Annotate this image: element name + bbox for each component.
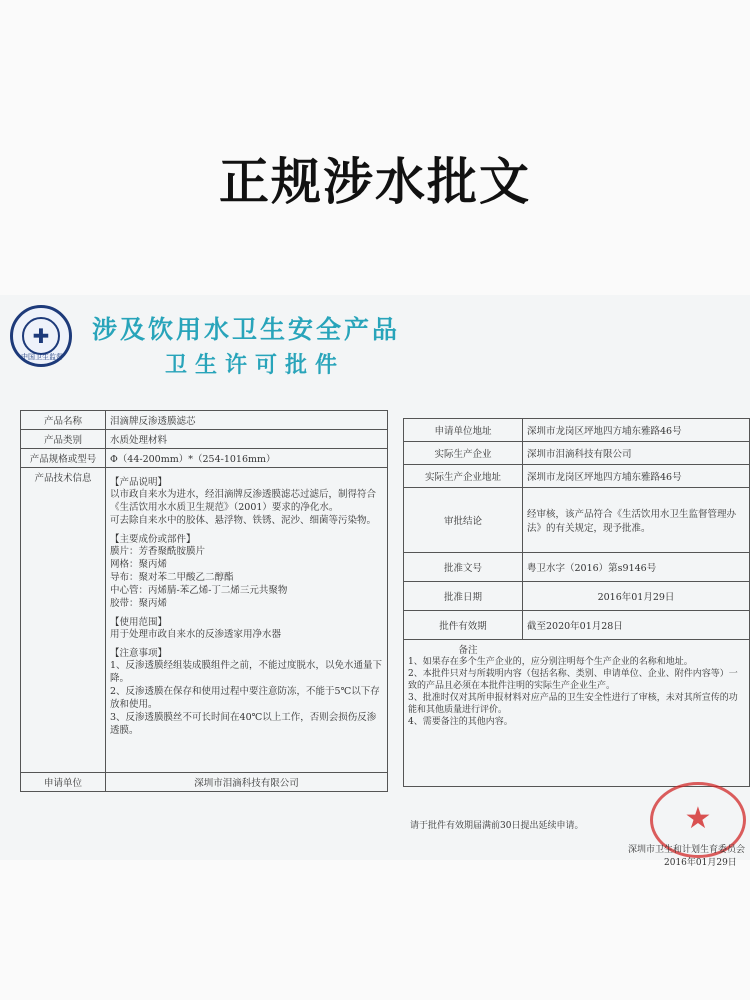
table-row xyxy=(21,430,388,449)
row-label: 实际生产企业地址 xyxy=(404,465,523,488)
row-value: Φ（44-200mm）*（254-1016mm） xyxy=(106,449,388,468)
desc-line: 2、反渗透膜在保存和使用过程中要注意防冻，不能于5℃以下存放和使用。 xyxy=(110,686,380,710)
table-row xyxy=(404,465,750,488)
row-label: 批件有效期 xyxy=(404,611,523,640)
remark-item: 3、批准时仅对其所申报材料对应产品的卫生安全性进行了审核，未对其所宣传的功能和其他质量进行评价。 xyxy=(408,693,738,715)
row-label: 批准日期 xyxy=(404,582,523,611)
remark-item: 1、如果存在多个生产企业的，应分别注明每个生产企业的名称和地址。 xyxy=(408,657,693,667)
health-seal xyxy=(10,305,72,367)
section-heading: 【注意事项】 xyxy=(110,648,168,659)
desc-line: 3、反渗透膜膜丝不可长时间在40℃以上工作，否则会损伤反渗透膜。 xyxy=(110,712,377,736)
table-row xyxy=(21,449,388,468)
table-row xyxy=(404,419,750,442)
desc-line: 胶带：聚丙烯 xyxy=(110,598,168,609)
page-headline: 正规涉水批文 xyxy=(219,153,531,211)
desc-line: 以市政自来水为进水，经泪滴牌反渗透膜滤芯过滤后，制得符合《生活饮用水水质卫生规范》（2001）要求的净化水。 xyxy=(110,489,377,513)
certificate-title: 涉及饮用水卫生安全产品 xyxy=(92,315,401,344)
desc-line: 导布：聚对苯二甲酸乙二醇酯 xyxy=(110,572,234,583)
row-label: 产品名称 xyxy=(21,411,106,430)
row-value: 2016年01月29日 xyxy=(523,582,750,611)
table-row xyxy=(404,611,750,640)
issue-date: 2016年01月29日 xyxy=(664,858,737,868)
health-emblem-icon: ✚ xyxy=(22,317,60,355)
table-row xyxy=(404,553,750,582)
row-label: 产品规格或型号 xyxy=(21,449,106,468)
seal-bottom-text: 中国卫生监督 xyxy=(21,353,63,361)
desc-line: 1、反渗透膜经组装成膜组件之前，不能过度脱水，以免水通量下降。 xyxy=(110,660,383,684)
row-value: 粤卫水字（2016）第s9146号 xyxy=(523,553,750,582)
row-value: 深圳市龙岗区坪地四方埔东雅路46号 xyxy=(523,419,750,442)
star-icon: ★ xyxy=(684,801,712,836)
row-label: 批准文号 xyxy=(404,553,523,582)
row-value: 截至2020年01月28日 xyxy=(523,611,750,640)
table-row xyxy=(21,773,388,792)
desc-line: 膜片：芳香聚酰胺膜片 xyxy=(110,546,206,557)
remarks-label: 备注 xyxy=(458,645,478,656)
desc-line: 用于处理市政自来水的反渗透家用净水器 xyxy=(110,629,282,640)
remarks-cell xyxy=(404,640,750,787)
row-label: 申请单位 xyxy=(21,773,106,792)
table-row xyxy=(21,468,388,773)
row-label: 产品类别 xyxy=(21,430,106,449)
issuing-authority: 深圳市卫生和计划生育委员会 xyxy=(628,845,746,855)
row-label: 申请单位地址 xyxy=(404,419,523,442)
section-heading: 【主要成份或部件】 xyxy=(110,534,196,545)
table-row xyxy=(404,442,750,465)
section-heading: 【产品说明】 xyxy=(110,477,168,488)
table-row xyxy=(404,488,750,553)
remark-item: 4、需要备注的其他内容。 xyxy=(408,717,513,727)
row-label: 产品技术信息 xyxy=(21,468,106,773)
row-label: 审批结论 xyxy=(404,488,523,553)
section-heading: 【使用范围】 xyxy=(110,617,168,628)
tech-info-cell xyxy=(106,468,388,773)
renewal-note: 请于批件有效期届满前30日提出延续申请。 xyxy=(410,821,584,831)
row-value: 经审核，该产品符合《生活饮用水卫生监督管理办法》的有关规定，现予批准。 xyxy=(523,488,750,553)
row-value: 深圳市泪滴科技有限公司 xyxy=(106,773,388,792)
row-value: 泪滴牌反渗透膜滤芯 xyxy=(106,411,388,430)
remark-item: 2、本批件只对与所载明内容（包括名称、类别、申请单位、企业、附件内容等）一致的产品且必须在本批件注明的实际生产企业生产。 xyxy=(408,669,738,691)
product-info-table xyxy=(20,410,388,792)
table-row xyxy=(404,640,750,787)
desc-line: 网格：聚丙烯 xyxy=(110,559,168,570)
table-row xyxy=(404,582,750,611)
approval-table xyxy=(403,418,750,787)
desc-line: 可去除自来水中的胶体、悬浮物、铁锈、泥沙、细菌等污染物。 xyxy=(110,515,377,526)
certificate-subtitle: 卫生许可批件 xyxy=(165,352,346,378)
desc-line: 中心管：丙烯腈-苯乙烯-丁二烯三元共聚物 xyxy=(110,585,288,596)
row-value: 深圳市泪滴科技有限公司 xyxy=(523,442,750,465)
table-row xyxy=(21,411,388,430)
row-label: 实际生产企业 xyxy=(404,442,523,465)
row-value: 深圳市龙岗区坪地四方埔东雅路46号 xyxy=(523,465,750,488)
row-value: 水质处理材料 xyxy=(106,430,388,449)
